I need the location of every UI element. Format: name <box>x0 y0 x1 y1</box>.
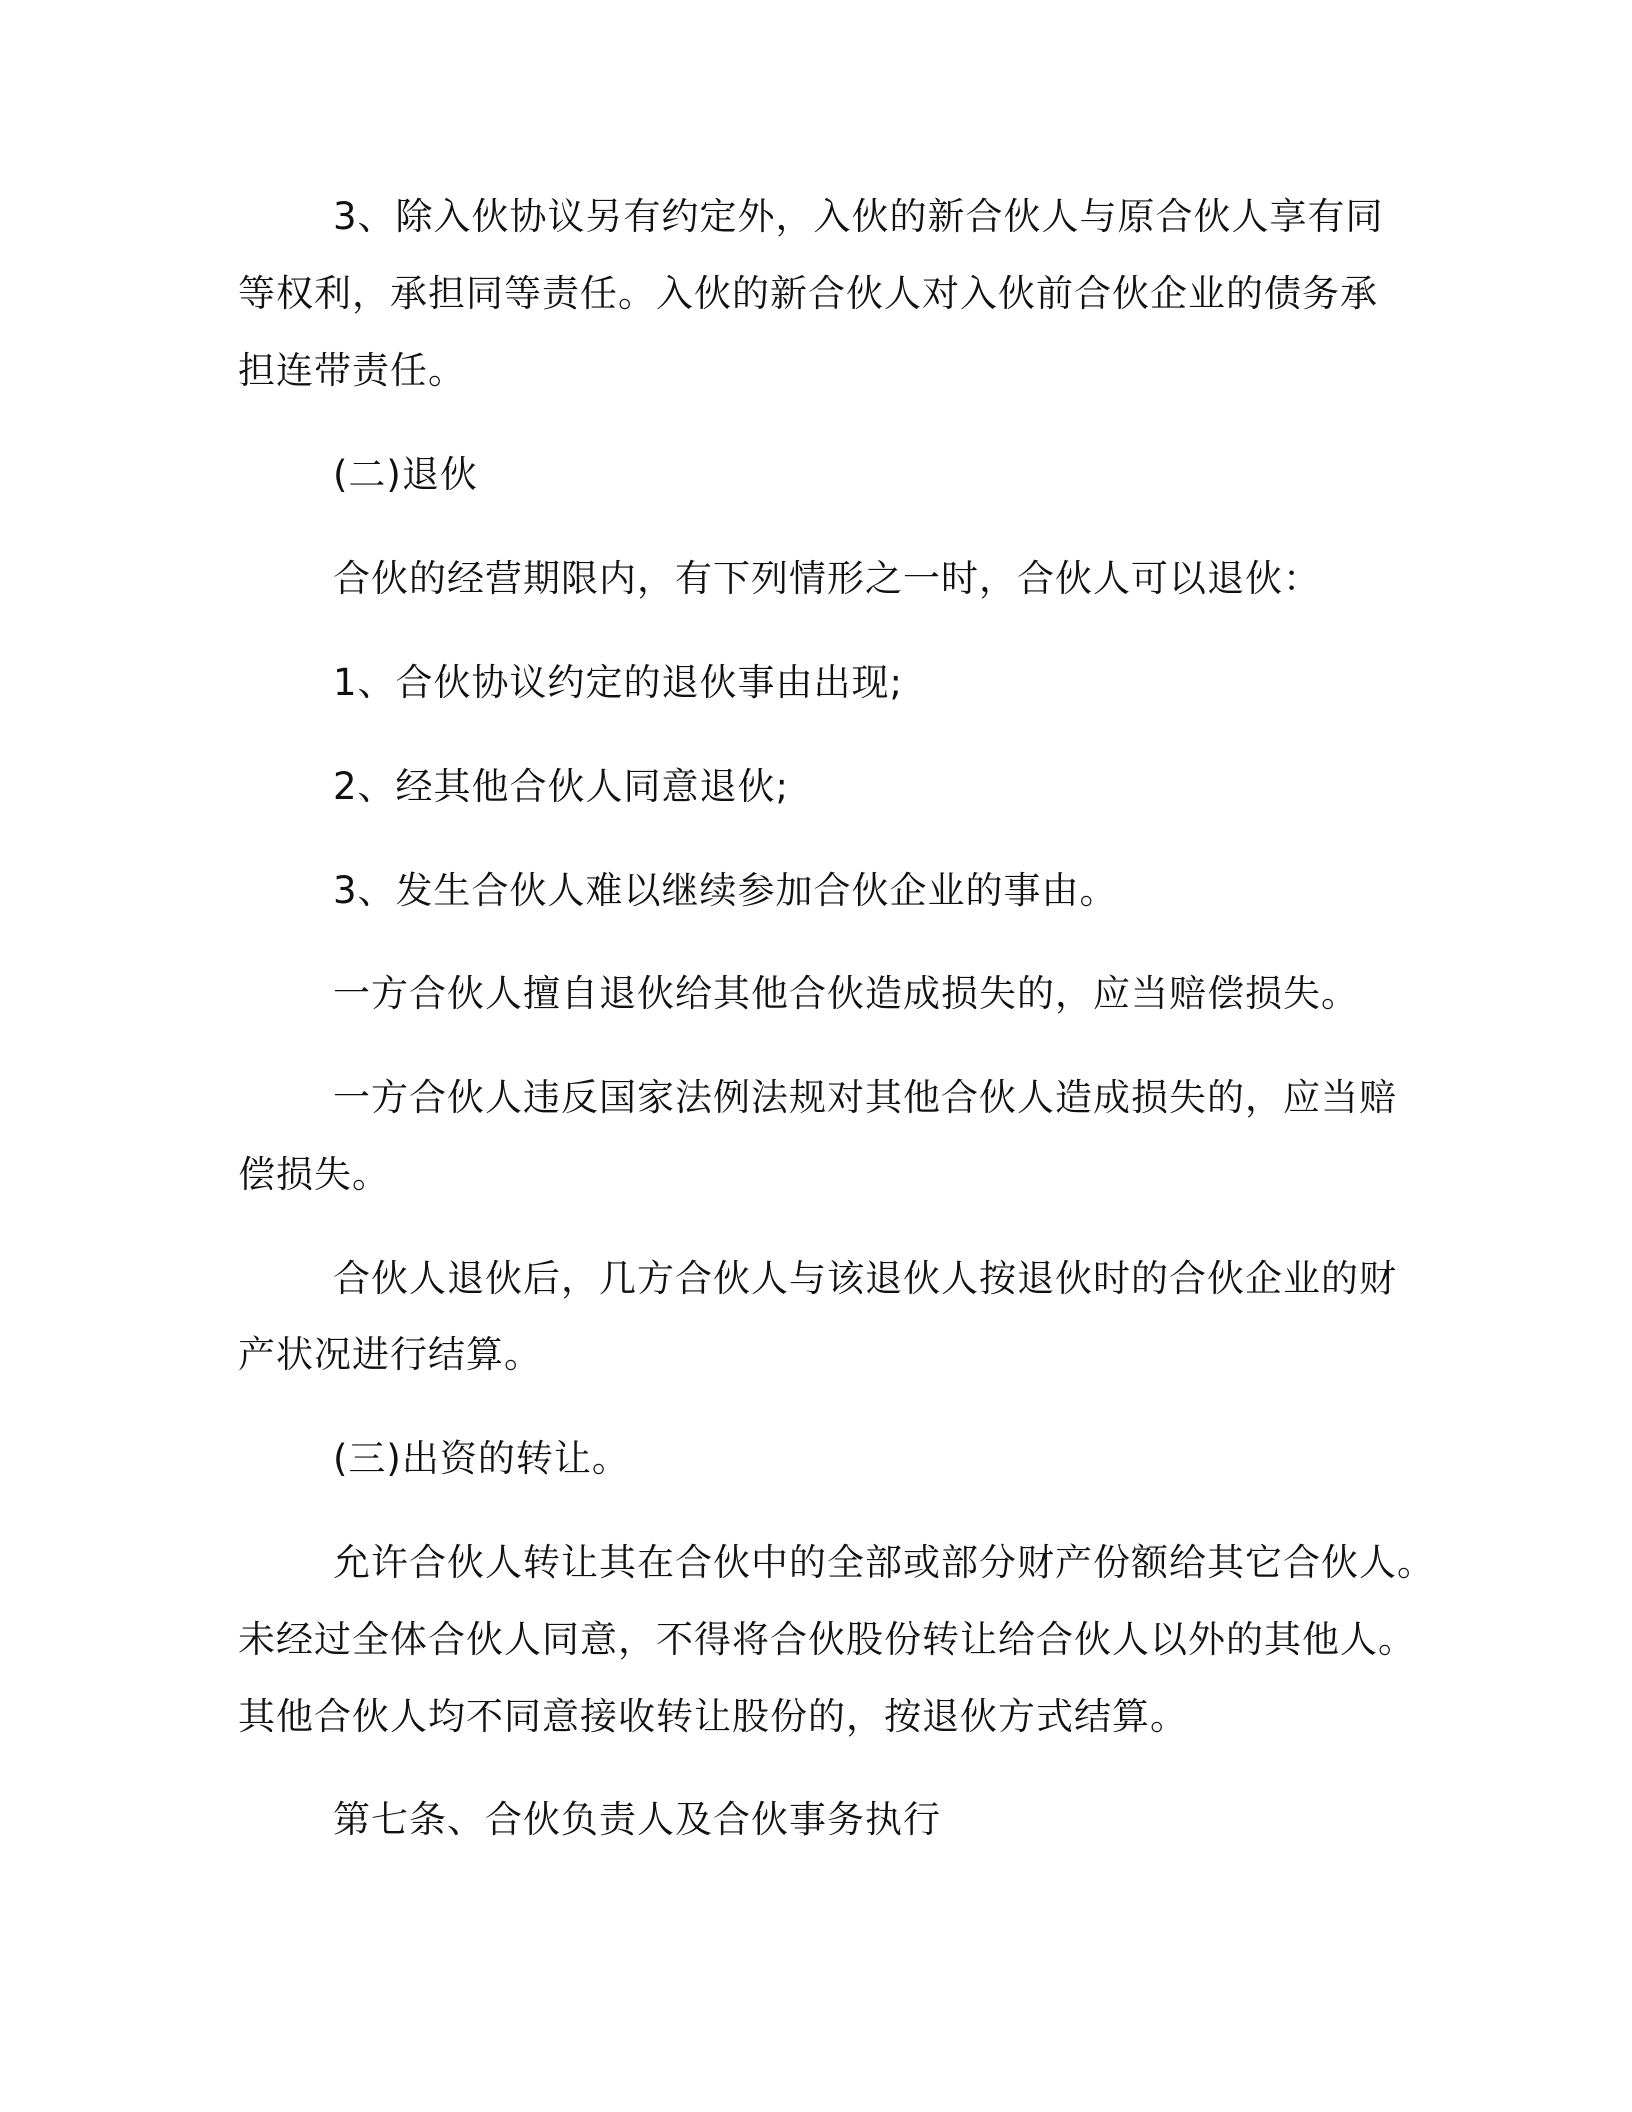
paragraph-line: 未经过全体合伙人同意，不得将合伙股份转让给合伙人以外的其他人。 <box>238 1618 1416 1661</box>
paragraph-line: 产状况进行结算。 <box>238 1333 542 1376</box>
paragraph-line: 合伙的经营期限内，有下列情形之一时，合伙人可以退伙： <box>333 557 1321 600</box>
paragraph-line: 等权利，承担同等责任。入伙的新合伙人对入伙前合伙企业的债务承 <box>238 272 1378 315</box>
section-heading: (三)出资的转让。 <box>333 1437 630 1480</box>
paragraph-line: 允许合伙人转让其在合伙中的全部或部分财产份额给其它合伙人。 <box>333 1541 1435 1584</box>
list-item: 3、发生合伙人难以继续参加合伙企业的事由。 <box>333 869 1118 912</box>
paragraph-line: 一方合伙人擅自退伙给其他合伙造成损失的，应当赔偿损失。 <box>333 972 1359 1015</box>
paragraph-line: 其他合伙人均不同意接收转让股份的，按退伙方式结算。 <box>238 1695 1188 1738</box>
section-heading: (二)退伙 <box>333 453 478 496</box>
list-item: 2、经其他合伙人同意退伙; <box>333 765 790 808</box>
paragraph-line: 3、除入伙协议另有约定外，入伙的新合伙人与原合伙人享有同 <box>333 195 1384 238</box>
article-heading: 第七条、合伙负责人及合伙事务执行 <box>333 1798 941 1841</box>
paragraph-line: 合伙人退伙后，几方合伙人与该退伙人按退伙时的合伙企业的财 <box>333 1257 1397 1300</box>
paragraph-line: 偿损失。 <box>238 1153 390 1196</box>
paragraph-line: 一方合伙人违反国家法例法规对其他合伙人造成损失的，应当赔 <box>333 1076 1397 1119</box>
paragraph-line: 担连带责任。 <box>238 349 466 392</box>
list-item: 1、合伙协议约定的退伙事由出现; <box>333 661 904 704</box>
